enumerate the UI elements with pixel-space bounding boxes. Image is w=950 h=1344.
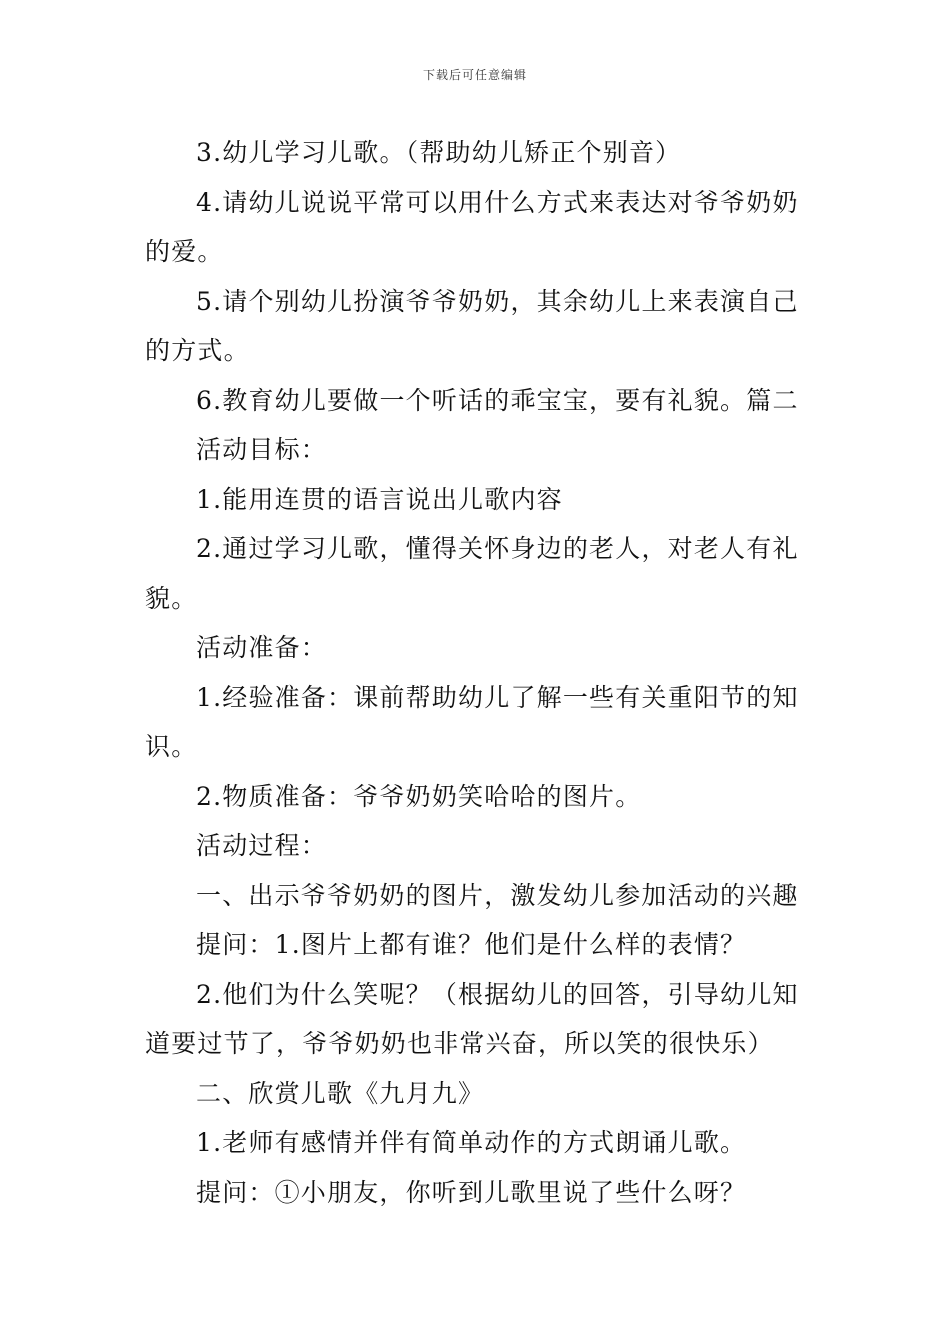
section-heading: 活动准备：	[196, 633, 328, 662]
paragraph-line: 提问：①小朋友，你听到儿歌里说了些什么呀？	[196, 1177, 747, 1207]
paragraph-line: 6.教育幼儿要做一个听话的乖宝宝，要有礼貌。篇二	[196, 385, 799, 415]
paragraph-line: 道要过节了，爷爷奶奶也非常兴奋，所以笑的很快乐）	[145, 1029, 774, 1058]
paragraph-line: 的方式。	[145, 336, 250, 365]
paragraph-line: 1.能用连贯的语言说出儿歌内容	[196, 484, 563, 514]
paragraph-line: 1.老师有感情并伴有简单动作的方式朗诵儿歌。	[196, 1128, 747, 1157]
paragraph-line: 5.请个别幼儿扮演爷爷奶奶，其余幼儿上来表演自己	[196, 286, 799, 316]
paragraph-line: 1.经验准备：课前帮助幼儿了解一些有关重阳节的知	[196, 682, 799, 712]
paragraph-line: 提问：1.图片上都有谁？他们是什么样的表情？	[196, 930, 747, 959]
paragraph-line: 2.物质准备：爷爷奶奶笑哈哈的图片。	[196, 781, 642, 811]
paragraph-line: 2.通过学习儿歌，懂得关怀身边的老人，对老人有礼	[196, 534, 799, 563]
document-body	[145, 128, 810, 1217]
paragraph-line: 4.请幼儿说说平常可以用什么方式来表达对爷爷奶奶	[196, 187, 799, 217]
paragraph-line: 2.他们为什么笑呢？（根据幼儿的回答，引导幼儿知	[196, 979, 799, 1009]
paragraph-line: 识。	[145, 732, 198, 761]
paragraph-line: 貌。	[145, 583, 198, 613]
section-heading: 活动目标：	[196, 435, 328, 464]
page-header: 下载后可任意编辑	[422, 68, 527, 82]
paragraph-line: 3.幼儿学习儿歌。（帮助幼儿矫正个别音）	[196, 138, 682, 167]
paragraph-line: 二、欣赏儿歌《九月九》	[196, 1078, 485, 1108]
section-heading: 活动过程：	[196, 831, 328, 860]
paragraph-line: 的爱。	[145, 237, 224, 266]
paragraph-line: 一、出示爷爷奶奶的图片，激发幼儿参加活动的兴趣	[196, 880, 799, 910]
